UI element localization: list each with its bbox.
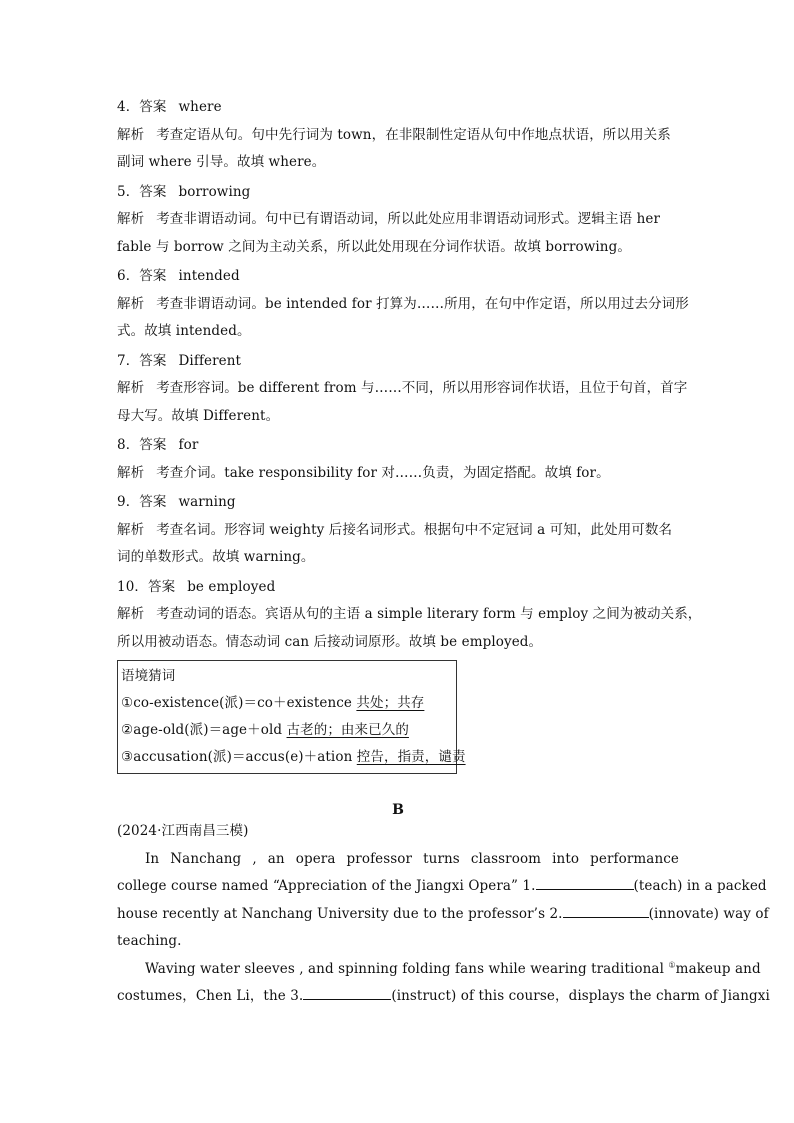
passage-paragraph-1 [117, 846, 769, 956]
answer-text: borrowing [178, 183, 251, 200]
explanation-line [117, 403, 679, 431]
explanation-line [117, 601, 702, 629]
explanation-text: 考查定语从句。句中先行词为 town，在非限制性定语从句中作地点状语，所以用关系 [156, 126, 671, 143]
answer-text: Different [178, 352, 242, 369]
answer-heading [117, 432, 679, 460]
explanation-line [117, 206, 679, 234]
answer-heading [117, 179, 679, 207]
answer-entry [117, 489, 679, 572]
answer-number: 6．答案 [117, 268, 167, 284]
explanation-text: 考查介词。take responsibility for 对……负责，为固定搭配。故填 for。 [156, 464, 610, 481]
explanation-text: 副词 where 引导。故填 where。 [117, 154, 326, 170]
answer-heading [117, 94, 679, 122]
explanation-text: fable 与 borrow 之间为主动关系，所以此处用现在分词作状语。故填 borrowing。 [117, 238, 631, 255]
passage-paragraph-2 [117, 956, 770, 1011]
answer-heading [117, 489, 679, 517]
answer-heading [117, 263, 679, 291]
blank-3[interactable] [303, 985, 391, 1000]
answer-text: intended [178, 268, 240, 284]
explanation-line [117, 460, 679, 488]
answer-number: 9．答案 [117, 494, 167, 510]
document-page [117, 92, 770, 1011]
box-item-3: ③accusation(派)＝accus(e)＋ation 控告，指责，谴责 [121, 749, 466, 765]
answer-entry [117, 432, 679, 487]
answer-entry [117, 348, 688, 431]
answer-text: for [178, 437, 199, 453]
explanation-label: 解析 [117, 521, 145, 538]
explanation-label: 解析 [117, 606, 145, 622]
answer-number: 5．答案 [117, 183, 167, 200]
explanation-label: 解析 [117, 211, 145, 227]
explanation-text: 考查非谓语动词。be intended for 打算为……所用，在句中作定语，所以用过去分词形 [156, 295, 689, 312]
section-heading: B [392, 802, 404, 818]
explanation-line [117, 375, 688, 403]
passage-line: Waving water sleeves , and spinning folding fans while wearing traditional ①makeup and [145, 960, 761, 977]
answer-entry [117, 574, 702, 657]
passage-line: college course named “Appreciation of the Jiangxi Opera” 1. (teach) in a packed [117, 873, 679, 901]
explanation-text: 考查形容词。be different from 与……不同，所以用形容词作状语，且位于句首，首字 [156, 380, 688, 396]
explanation-label: 解析 [117, 464, 145, 481]
box-item-2: ②age-old(派)＝age＋old 古老的；由来已久的 [121, 722, 409, 738]
explanation-line [117, 629, 679, 657]
answer-list [117, 94, 702, 656]
passage-line: teaching. [117, 933, 182, 949]
blank-1[interactable] [536, 875, 634, 890]
explanation-text: 式。故填 intended。 [117, 323, 251, 339]
answer-heading [117, 348, 679, 376]
answer-entry [117, 94, 679, 177]
explanation-text: 考查名词。形容词 weighty 后接名词形式。根据句中不定冠词 a 可知，此处用可数名 [156, 521, 673, 538]
explanation-line [117, 149, 679, 177]
explanation-line [117, 318, 679, 346]
answer-number: 10．答案 [117, 578, 176, 595]
answer-text: be employed [187, 578, 276, 595]
box-item-1: ①co-existence(派)＝co＋existence 共处；共存 [121, 695, 425, 711]
explanation-line [117, 122, 679, 150]
answer-number: 8．答案 [117, 437, 167, 453]
passage-line: costumes，Chen Li，the 3. (instruct) of this course，displays the charm of Jiangxi [117, 983, 679, 1011]
box-title: 语境猜词 [121, 668, 176, 684]
explanation-text: 所以用被动语态。情态动词 can 后接动词原形。故填 be employed。 [117, 633, 543, 650]
answer-entry [117, 263, 689, 346]
answer-text: warning [178, 494, 236, 510]
explanation-text: 考查动词的语态。宾语从句的主语 a simple literary form 与 employ 之间为被动关系， [156, 606, 702, 622]
box-item-3-meaning: 控告，指责，谴责 [356, 749, 466, 765]
answer-number: 7．答案 [117, 352, 167, 369]
context-vocab-box [117, 660, 466, 774]
footnote-marker: ① [668, 960, 676, 969]
answer-heading [117, 574, 679, 602]
explanation-text: 母大写。故填 Different。 [117, 407, 280, 424]
explanation-line [117, 291, 689, 319]
section-source: (2024·江西南昌三模) [117, 823, 249, 839]
explanation-text: 考查非谓语动词。句中已有谓语动词，所以此处应用非谓语动词形式。逻辑主语 her [156, 211, 661, 227]
explanation-label: 解析 [117, 380, 145, 396]
box-item-1-meaning: 共处；共存 [356, 695, 425, 711]
explanation-line [117, 517, 679, 545]
blank-2[interactable] [563, 903, 649, 918]
answer-text: where [178, 99, 222, 115]
explanation-text: 词的单数形式。故填 warning。 [117, 549, 315, 565]
explanation-line [117, 544, 679, 572]
explanation-line [117, 234, 679, 262]
explanation-label: 解析 [117, 295, 145, 312]
answer-entry [117, 179, 679, 262]
passage-line: house recently at Nanchang University due to the professor’s 2. (innovate) way of [117, 901, 679, 929]
explanation-label: 解析 [117, 126, 145, 143]
box-item-2-meaning: 古老的；由来已久的 [286, 722, 409, 738]
answer-number: 4．答案 [117, 99, 167, 115]
passage-line: In Nanchang , an opera professor turns classroom into performance [145, 850, 679, 867]
